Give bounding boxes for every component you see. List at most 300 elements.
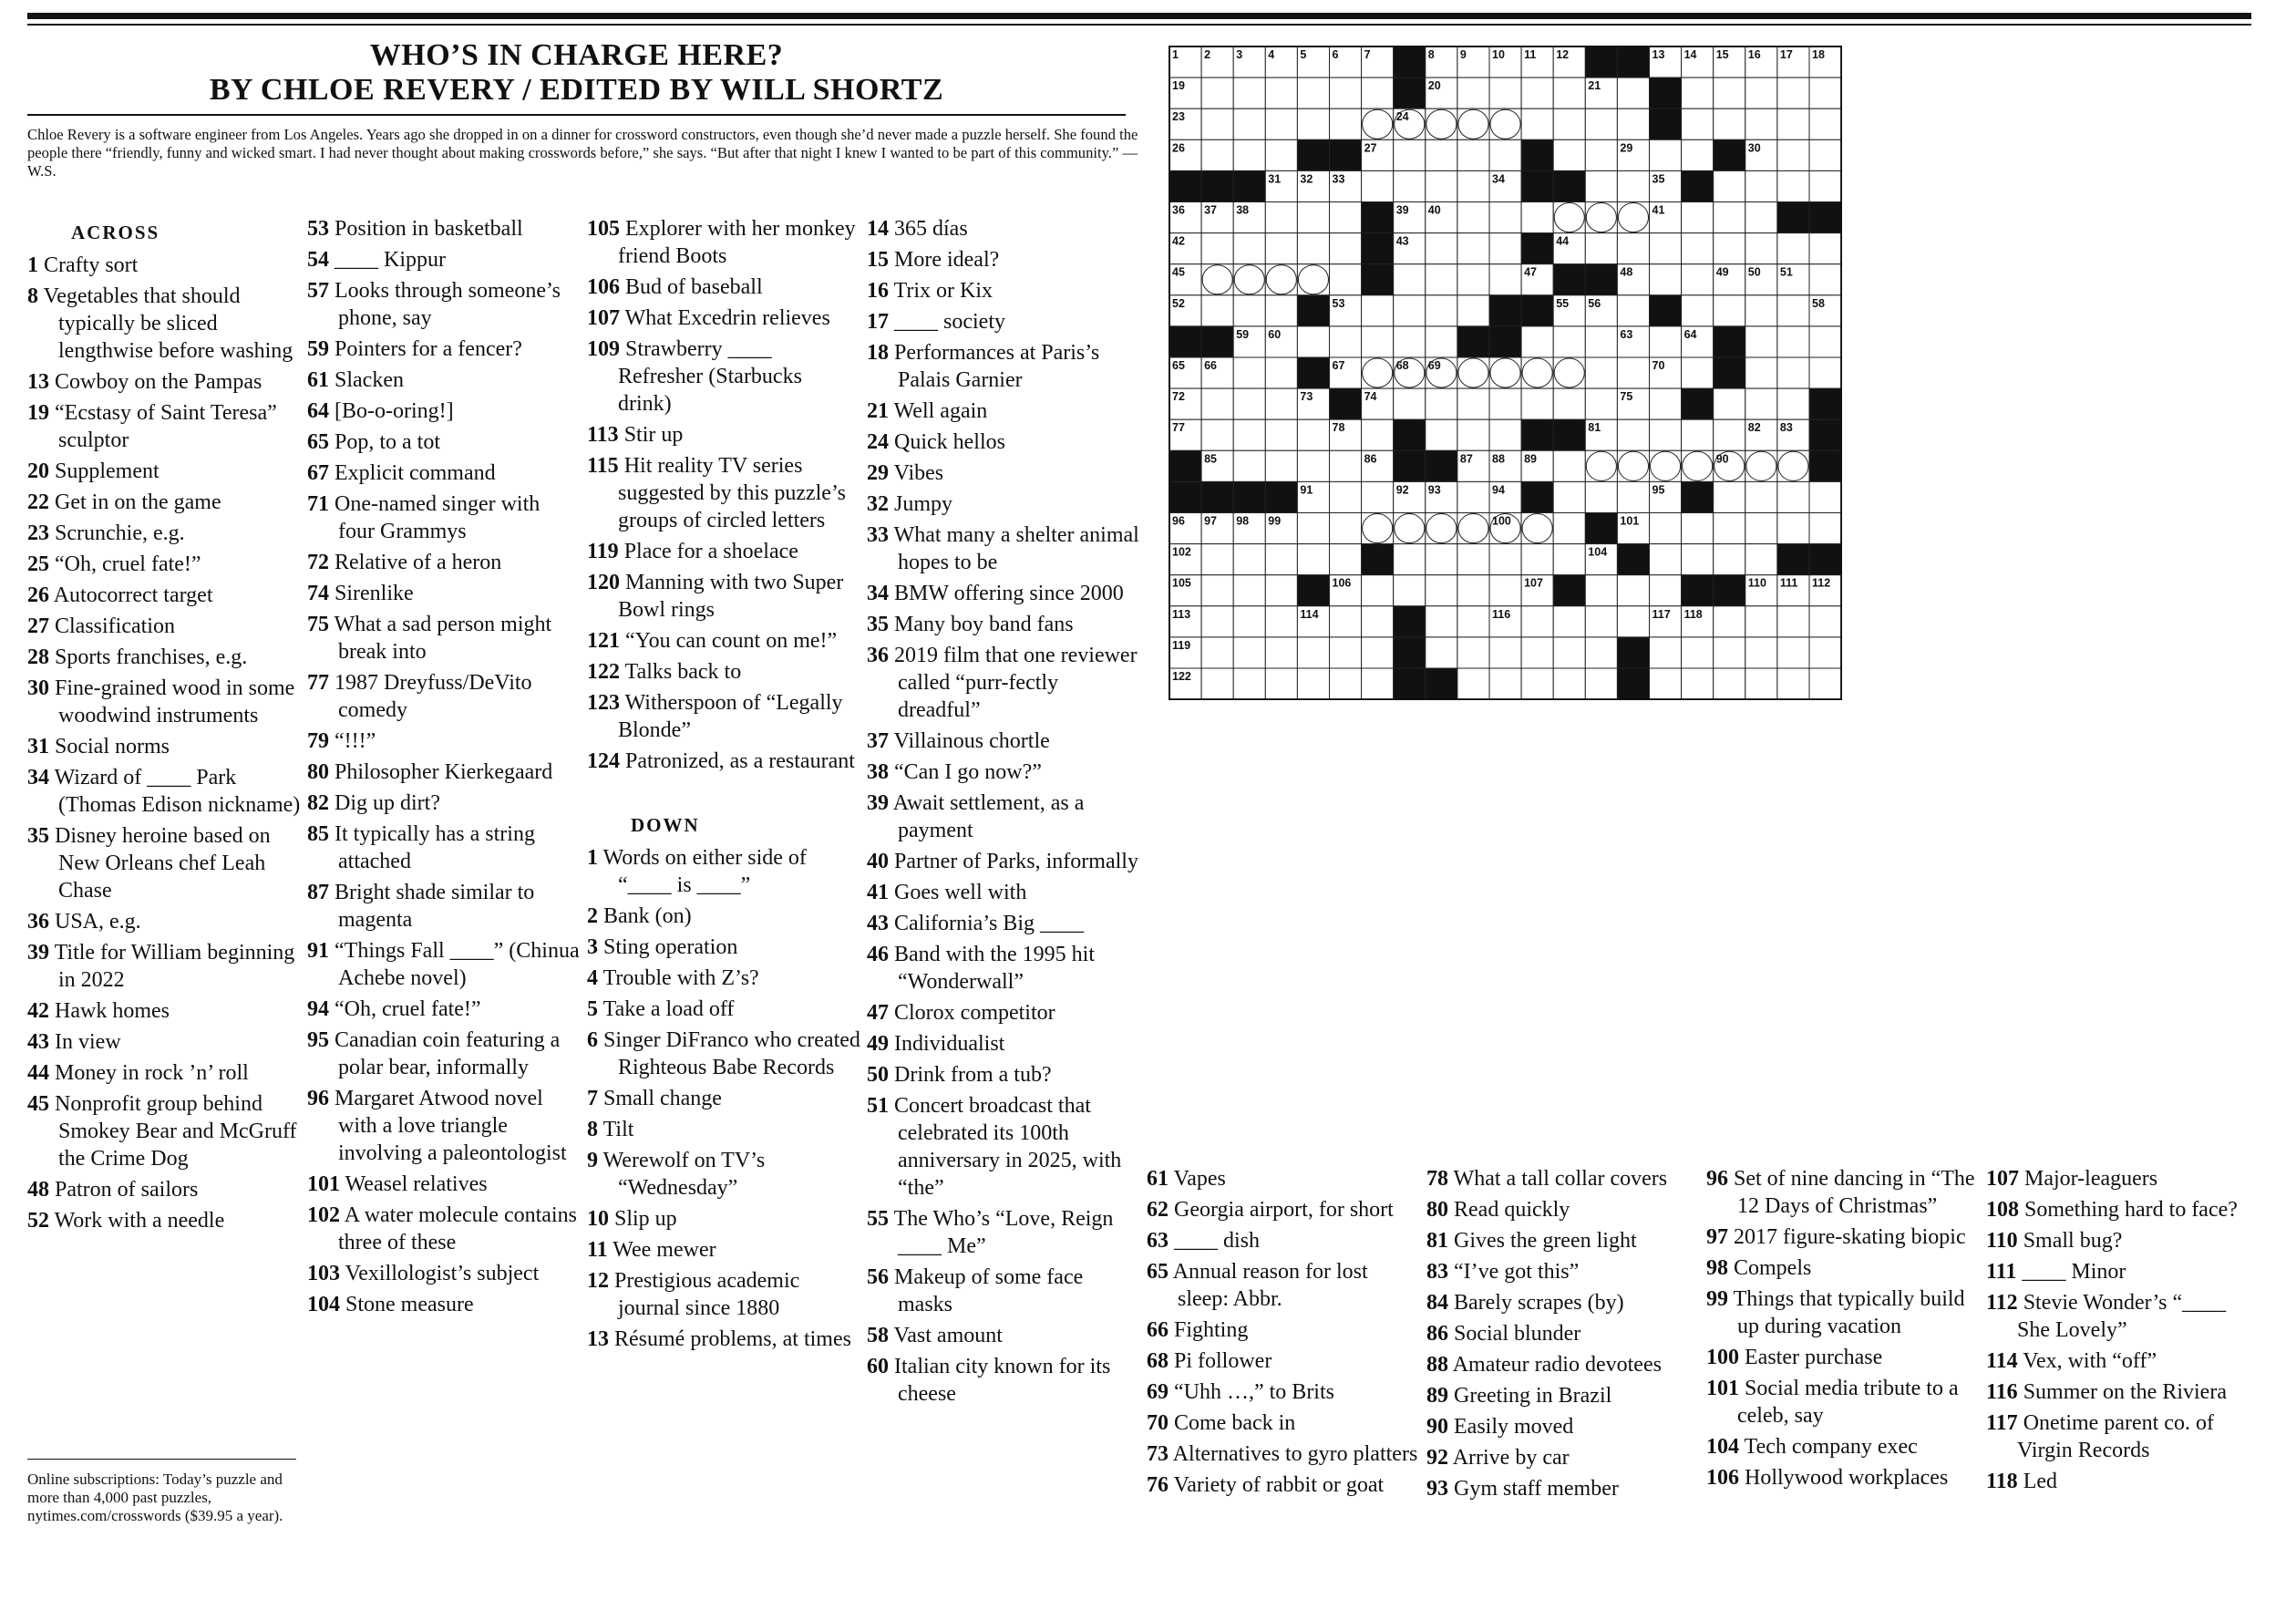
grid-cell[interactable]	[1394, 139, 1426, 170]
grid-cell[interactable]	[1457, 233, 1489, 264]
grid-cell[interactable]	[1394, 170, 1426, 201]
grid-cell[interactable]	[1362, 575, 1394, 606]
clue[interactable]	[587, 304, 860, 332]
clue[interactable]	[1706, 1344, 1980, 1371]
grid-cell[interactable]	[1553, 513, 1585, 544]
grid-cell[interactable]	[1585, 139, 1617, 170]
clue[interactable]	[307, 1260, 581, 1287]
grid-cell[interactable]	[1650, 233, 1682, 264]
grid-cell[interactable]	[1362, 419, 1394, 450]
clue[interactable]	[27, 399, 301, 454]
clue[interactable]	[1986, 1289, 2260, 1344]
clue[interactable]	[587, 627, 860, 655]
clue[interactable]	[1986, 1378, 2260, 1406]
grid-cell[interactable]	[1585, 637, 1617, 668]
grid-cell[interactable]	[1521, 606, 1553, 637]
clue[interactable]	[867, 277, 1140, 304]
grid-cell[interactable]	[1650, 637, 1682, 668]
grid-cell[interactable]	[1201, 419, 1233, 450]
grid-cell[interactable]	[1489, 388, 1521, 419]
grid-cell[interactable]	[1521, 326, 1553, 357]
grid-cell[interactable]	[1457, 606, 1489, 637]
grid-cell[interactable]	[1745, 388, 1777, 419]
grid-cell[interactable]	[1362, 77, 1394, 108]
clue[interactable]	[587, 1326, 860, 1353]
clue[interactable]	[1426, 1227, 1700, 1254]
grid-cell[interactable]	[1553, 450, 1585, 481]
grid-cell[interactable]	[1553, 388, 1585, 419]
grid-cell[interactable]	[1777, 233, 1809, 264]
grid-cell[interactable]	[1809, 326, 1841, 357]
grid-cell[interactable]	[1714, 170, 1745, 201]
clue[interactable]	[587, 748, 860, 775]
clue[interactable]	[27, 908, 301, 935]
grid-cell[interactable]	[1426, 326, 1457, 357]
grid-cell[interactable]	[1650, 264, 1682, 295]
grid-cell[interactable]	[1233, 450, 1265, 481]
grid-cell[interactable]	[1521, 668, 1553, 699]
grid-cell[interactable]	[1457, 357, 1489, 388]
grid-cell[interactable]	[1617, 606, 1649, 637]
clue[interactable]	[1426, 1289, 1700, 1316]
clue[interactable]	[307, 1171, 581, 1198]
clue[interactable]	[867, 1322, 1140, 1349]
clue[interactable]	[27, 997, 301, 1025]
grid-cell[interactable]	[1585, 450, 1617, 481]
grid-cell[interactable]	[1233, 388, 1265, 419]
grid-cell[interactable]	[1233, 544, 1265, 575]
grid-cell[interactable]	[1682, 513, 1714, 544]
grid-cell[interactable]	[1682, 202, 1714, 233]
grid-cell[interactable]	[1457, 139, 1489, 170]
grid-cell[interactable]	[1362, 637, 1394, 668]
clue[interactable]	[307, 820, 581, 875]
grid-cell[interactable]	[1265, 295, 1297, 326]
grid-cell[interactable]	[1297, 419, 1329, 450]
grid-cell[interactable]	[1777, 606, 1809, 637]
grid-cell[interactable]	[1809, 606, 1841, 637]
grid-cell[interactable]	[1297, 264, 1329, 295]
clue[interactable]	[27, 764, 301, 819]
grid-cell[interactable]	[1233, 233, 1265, 264]
grid-cell[interactable]	[1489, 139, 1521, 170]
grid-cell[interactable]	[1745, 295, 1777, 326]
clue[interactable]	[307, 580, 581, 607]
grid-cell[interactable]	[1489, 544, 1521, 575]
clue[interactable]	[307, 759, 581, 786]
grid-cell[interactable]	[1682, 264, 1714, 295]
clue[interactable]	[587, 844, 860, 899]
grid-cell[interactable]	[1714, 637, 1745, 668]
clue[interactable]	[1706, 1254, 1980, 1282]
clue[interactable]	[1426, 1165, 1700, 1192]
grid-cell[interactable]	[1745, 77, 1777, 108]
grid-cell[interactable]	[1553, 544, 1585, 575]
grid-cell[interactable]	[1585, 108, 1617, 139]
clue[interactable]	[27, 939, 301, 994]
grid-cell[interactable]	[1777, 77, 1809, 108]
grid-cell[interactable]	[1265, 202, 1297, 233]
grid-cell[interactable]	[1297, 637, 1329, 668]
clue[interactable]	[1147, 1165, 1420, 1192]
grid-cell[interactable]	[1809, 233, 1841, 264]
clue[interactable]	[587, 538, 860, 565]
clue[interactable]	[307, 1027, 581, 1081]
clue[interactable]	[587, 1147, 860, 1202]
grid-cell[interactable]	[1809, 513, 1841, 544]
grid-cell[interactable]	[1714, 544, 1745, 575]
grid-cell[interactable]	[1682, 637, 1714, 668]
clue[interactable]	[1986, 1258, 2260, 1285]
clue[interactable]	[27, 1176, 301, 1203]
grid-cell[interactable]	[1585, 326, 1617, 357]
grid-cell[interactable]	[1362, 357, 1394, 388]
clue[interactable]	[1986, 1227, 2260, 1254]
grid-cell[interactable]	[1617, 233, 1649, 264]
grid-cell[interactable]	[1362, 606, 1394, 637]
clue[interactable]	[867, 999, 1140, 1027]
grid-cell[interactable]	[1265, 637, 1297, 668]
grid-cell[interactable]	[1553, 202, 1585, 233]
grid-cell[interactable]	[1362, 513, 1394, 544]
grid-cell[interactable]	[1650, 388, 1682, 419]
grid-cell[interactable]	[1745, 233, 1777, 264]
clue[interactable]	[1147, 1258, 1420, 1313]
grid-cell[interactable]	[1714, 295, 1745, 326]
clue[interactable]	[307, 611, 581, 666]
grid-cell[interactable]	[1265, 77, 1297, 108]
clue[interactable]	[587, 1267, 860, 1322]
grid-cell[interactable]	[1777, 108, 1809, 139]
clue[interactable]	[307, 1202, 581, 1256]
grid-cell[interactable]	[1617, 357, 1649, 388]
grid-cell[interactable]	[1330, 233, 1362, 264]
grid-cell[interactable]	[1297, 513, 1329, 544]
clue[interactable]	[1706, 1433, 1980, 1460]
clue[interactable]	[1426, 1258, 1700, 1285]
grid-cell[interactable]	[1457, 170, 1489, 201]
clue[interactable]	[587, 335, 860, 418]
clue[interactable]	[307, 937, 581, 992]
clue[interactable]	[307, 277, 581, 332]
grid-cell[interactable]	[1265, 233, 1297, 264]
clue[interactable]	[1147, 1409, 1420, 1437]
grid-cell[interactable]	[1265, 264, 1297, 295]
grid-cell[interactable]	[1489, 202, 1521, 233]
grid-cell[interactable]	[1457, 481, 1489, 512]
grid-cell[interactable]	[1330, 513, 1362, 544]
grid-cell[interactable]	[1330, 481, 1362, 512]
clue[interactable]	[307, 428, 581, 456]
grid-cell[interactable]	[1682, 233, 1714, 264]
clue[interactable]	[1426, 1320, 1700, 1347]
grid-cell[interactable]	[1553, 357, 1585, 388]
grid-cell[interactable]	[1714, 202, 1745, 233]
grid-cell[interactable]	[1233, 575, 1265, 606]
grid-cell[interactable]	[1777, 170, 1809, 201]
grid-cell[interactable]	[1201, 544, 1233, 575]
clue[interactable]	[27, 551, 301, 578]
grid-cell[interactable]	[1330, 668, 1362, 699]
grid-cell[interactable]	[1489, 108, 1521, 139]
grid-cell[interactable]	[1330, 450, 1362, 481]
grid-cell[interactable]	[1521, 77, 1553, 108]
grid-cell[interactable]	[1617, 170, 1649, 201]
grid-cell[interactable]	[1426, 108, 1457, 139]
grid-cell[interactable]	[1426, 544, 1457, 575]
clue[interactable]	[867, 1092, 1140, 1202]
clue[interactable]	[307, 879, 581, 934]
clue[interactable]	[307, 459, 581, 487]
grid-cell[interactable]	[1617, 108, 1649, 139]
grid-cell[interactable]	[1489, 77, 1521, 108]
clue[interactable]	[307, 335, 581, 363]
clue[interactable]	[27, 252, 301, 279]
clue[interactable]	[27, 675, 301, 729]
clue[interactable]	[1426, 1351, 1700, 1378]
crossword-grid[interactable]	[1169, 46, 1842, 700]
grid-cell[interactable]	[1394, 326, 1426, 357]
clue[interactable]	[307, 215, 581, 243]
clue[interactable]	[867, 459, 1140, 487]
clue[interactable]	[867, 910, 1140, 937]
grid-cell[interactable]	[1265, 668, 1297, 699]
grid-cell[interactable]	[1362, 108, 1394, 139]
clue[interactable]	[587, 215, 860, 270]
clue[interactable]	[1706, 1165, 1980, 1220]
clue[interactable]	[307, 246, 581, 273]
grid-cell[interactable]	[1553, 139, 1585, 170]
clue[interactable]	[587, 1116, 860, 1143]
grid-cell[interactable]	[1330, 108, 1362, 139]
grid-cell[interactable]	[1777, 357, 1809, 388]
clue[interactable]	[587, 1027, 860, 1081]
grid-cell[interactable]	[1201, 233, 1233, 264]
grid-cell[interactable]	[1457, 668, 1489, 699]
grid-cell[interactable]	[1650, 513, 1682, 544]
grid-cell[interactable]	[1457, 202, 1489, 233]
clue[interactable]	[867, 1264, 1140, 1318]
grid-cell[interactable]	[1714, 481, 1745, 512]
grid-cell[interactable]	[1745, 481, 1777, 512]
grid-cell[interactable]	[1297, 450, 1329, 481]
grid-cell[interactable]	[1457, 388, 1489, 419]
grid-cell[interactable]	[1426, 419, 1457, 450]
grid-cell[interactable]	[1426, 139, 1457, 170]
grid-cell[interactable]	[1330, 264, 1362, 295]
grid-cell[interactable]	[1457, 637, 1489, 668]
grid-cell[interactable]	[1201, 388, 1233, 419]
clue[interactable]	[27, 1028, 301, 1056]
grid-cell[interactable]	[1553, 606, 1585, 637]
clue[interactable]	[867, 428, 1140, 456]
grid-cell[interactable]	[1585, 481, 1617, 512]
grid-cell[interactable]	[1201, 575, 1233, 606]
grid-cell[interactable]	[1297, 544, 1329, 575]
grid-cell[interactable]	[1265, 419, 1297, 450]
grid-cell[interactable]	[1489, 419, 1521, 450]
grid-cell[interactable]	[1362, 481, 1394, 512]
clue[interactable]	[1147, 1316, 1420, 1344]
grid-cell[interactable]	[1714, 419, 1745, 450]
clue[interactable]	[867, 790, 1140, 844]
clue[interactable]	[27, 458, 301, 485]
grid-cell[interactable]	[1201, 264, 1233, 295]
grid-cell[interactable]	[1297, 108, 1329, 139]
grid-cell[interactable]	[1362, 668, 1394, 699]
grid-cell[interactable]	[1745, 108, 1777, 139]
grid-cell[interactable]	[1457, 544, 1489, 575]
grid-cell[interactable]	[1233, 139, 1265, 170]
grid-cell[interactable]	[1330, 77, 1362, 108]
grid-cell[interactable]	[1201, 668, 1233, 699]
clue[interactable]	[587, 1205, 860, 1233]
clue[interactable]	[27, 368, 301, 396]
grid-cell[interactable]	[1457, 108, 1489, 139]
clue[interactable]	[587, 934, 860, 961]
clue[interactable]	[1706, 1223, 1980, 1251]
clue[interactable]	[867, 215, 1140, 243]
grid-cell[interactable]	[1777, 668, 1809, 699]
grid-cell[interactable]	[1297, 668, 1329, 699]
grid-cell[interactable]	[1297, 77, 1329, 108]
grid-cell[interactable]	[1233, 77, 1265, 108]
grid-cell[interactable]	[1809, 264, 1841, 295]
grid-cell[interactable]	[1745, 357, 1777, 388]
grid-cell[interactable]	[1265, 357, 1297, 388]
grid-cell[interactable]	[1521, 513, 1553, 544]
grid-cell[interactable]	[1457, 295, 1489, 326]
grid-cell[interactable]	[1585, 170, 1617, 201]
grid-cell[interactable]	[1682, 544, 1714, 575]
grid-cell[interactable]	[1426, 606, 1457, 637]
grid-cell[interactable]	[1201, 295, 1233, 326]
grid-cell[interactable]	[1809, 108, 1841, 139]
grid-cell[interactable]	[1650, 326, 1682, 357]
grid-cell[interactable]	[1714, 606, 1745, 637]
clue[interactable]	[1986, 1409, 2260, 1464]
clue[interactable]	[1147, 1227, 1420, 1254]
clue[interactable]	[307, 490, 581, 545]
grid-cell[interactable]	[1745, 202, 1777, 233]
grid-cell[interactable]	[1457, 77, 1489, 108]
grid-cell[interactable]	[1650, 419, 1682, 450]
clue[interactable]	[867, 848, 1140, 875]
clue[interactable]	[587, 996, 860, 1023]
grid-cell[interactable]	[1201, 108, 1233, 139]
grid-cell[interactable]	[1650, 544, 1682, 575]
grid-cell[interactable]	[1682, 357, 1714, 388]
clue[interactable]	[587, 658, 860, 686]
grid-cell[interactable]	[1489, 264, 1521, 295]
clue[interactable]	[867, 246, 1140, 273]
clue[interactable]	[867, 1030, 1140, 1058]
grid-cell[interactable]	[1809, 637, 1841, 668]
grid-cell[interactable]	[1233, 419, 1265, 450]
grid-cell[interactable]	[1650, 450, 1682, 481]
clue[interactable]	[1986, 1165, 2260, 1192]
grid-cell[interactable]	[1650, 668, 1682, 699]
grid-cell[interactable]	[1714, 77, 1745, 108]
grid-cell[interactable]	[1521, 357, 1553, 388]
clue[interactable]	[1147, 1471, 1420, 1499]
grid-cell[interactable]	[1745, 668, 1777, 699]
grid-cell[interactable]	[1457, 419, 1489, 450]
clue[interactable]	[587, 569, 860, 624]
clue[interactable]	[1706, 1464, 1980, 1491]
grid-cell[interactable]	[1777, 326, 1809, 357]
grid-cell[interactable]	[1426, 233, 1457, 264]
grid-cell[interactable]	[1745, 544, 1777, 575]
grid-cell[interactable]	[1521, 637, 1553, 668]
grid-cell[interactable]	[1745, 513, 1777, 544]
grid-cell[interactable]	[1233, 295, 1265, 326]
clue[interactable]	[1706, 1285, 1980, 1340]
clue[interactable]	[1147, 1196, 1420, 1223]
grid-cell[interactable]	[1682, 419, 1714, 450]
clue[interactable]	[867, 521, 1140, 576]
grid-cell[interactable]	[1617, 202, 1649, 233]
grid-cell[interactable]	[1297, 233, 1329, 264]
grid-cell[interactable]	[1553, 637, 1585, 668]
clue[interactable]	[27, 1207, 301, 1234]
grid-cell[interactable]	[1362, 326, 1394, 357]
clue[interactable]	[587, 1236, 860, 1264]
clue[interactable]	[307, 996, 581, 1023]
grid-cell[interactable]	[1457, 575, 1489, 606]
clue[interactable]	[587, 452, 860, 534]
grid-cell[interactable]	[1297, 202, 1329, 233]
grid-cell[interactable]	[1233, 357, 1265, 388]
grid-cell[interactable]	[1426, 637, 1457, 668]
grid-cell[interactable]	[1330, 637, 1362, 668]
clue[interactable]	[1426, 1382, 1700, 1409]
grid-cell[interactable]	[1682, 139, 1714, 170]
grid-cell[interactable]	[1362, 170, 1394, 201]
grid-cell[interactable]	[1265, 139, 1297, 170]
grid-cell[interactable]	[1265, 544, 1297, 575]
clue[interactable]	[27, 613, 301, 640]
clue[interactable]	[587, 273, 860, 301]
clue[interactable]	[27, 644, 301, 671]
grid-cell[interactable]	[1714, 233, 1745, 264]
grid-cell[interactable]	[1201, 606, 1233, 637]
grid-cell[interactable]	[1617, 77, 1649, 108]
grid-cell[interactable]	[1553, 481, 1585, 512]
clue[interactable]	[307, 1291, 581, 1318]
clue[interactable]	[587, 1085, 860, 1112]
grid-cell[interactable]	[1426, 264, 1457, 295]
grid-cell[interactable]	[1745, 170, 1777, 201]
grid-cell[interactable]	[1330, 606, 1362, 637]
grid-cell[interactable]	[1201, 139, 1233, 170]
clue[interactable]	[27, 489, 301, 516]
clue[interactable]	[867, 642, 1140, 724]
clue[interactable]	[1986, 1347, 2260, 1375]
grid-cell[interactable]	[1233, 637, 1265, 668]
clue[interactable]	[1147, 1347, 1420, 1375]
grid-cell[interactable]	[1426, 170, 1457, 201]
grid-cell[interactable]	[1457, 264, 1489, 295]
grid-cell[interactable]	[1521, 544, 1553, 575]
grid-cell[interactable]	[1489, 637, 1521, 668]
grid-cell[interactable]	[1201, 637, 1233, 668]
clue[interactable]	[27, 582, 301, 609]
grid-cell[interactable]	[1521, 108, 1553, 139]
grid-cell[interactable]	[1553, 326, 1585, 357]
clue[interactable]	[867, 728, 1140, 755]
grid-cell[interactable]	[1362, 295, 1394, 326]
